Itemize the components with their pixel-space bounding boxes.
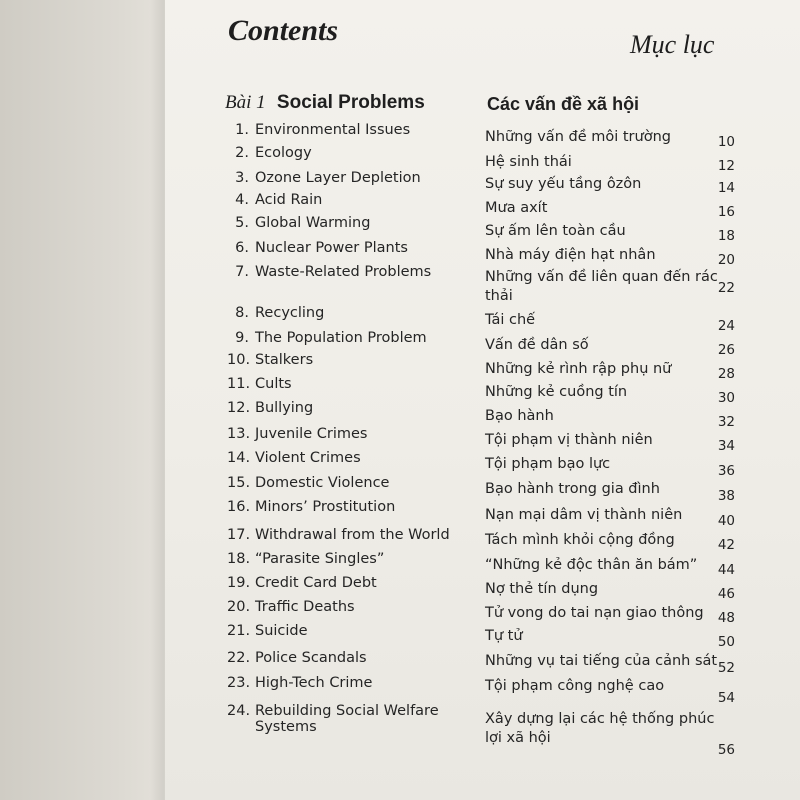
contents-title: Contents (228, 14, 339, 47)
toc-entry-vi: Tử vong do tai nạn giao thông (485, 605, 704, 621)
toc-entry-vi: Những kẻ cuồng tín (485, 384, 628, 400)
entry-number: 14. (227, 450, 251, 466)
toc-entry-en (227, 330, 427, 346)
entry-title-en: Credit Card Debt (255, 575, 377, 591)
entry-number: 21. (227, 623, 251, 639)
entry-title-en: Cults (255, 376, 292, 392)
entry-page-number: 40 (717, 513, 735, 529)
entry-page-number: 24 (717, 318, 735, 334)
lesson-heading-en (225, 92, 425, 114)
entry-title-en: Minors’ Prostitution (255, 499, 396, 515)
entry-page-number: 54 (717, 690, 735, 706)
toc-entry-vi: Vấn đề dân số (485, 337, 589, 353)
entry-title-en: Withdrawal from the World (255, 527, 450, 543)
entry-number: 3. (235, 170, 249, 186)
entry-number: 9. (235, 330, 249, 346)
entry-page-number: 16 (717, 204, 735, 220)
toc-entry-en (227, 650, 367, 666)
toc-entry-vi: Bạo hành trong gia đình (485, 481, 660, 497)
entry-number: 13. (227, 426, 251, 442)
toc-entry-en (227, 623, 308, 639)
lesson-title-vi: Các vấn đề xã hội (487, 94, 640, 114)
entry-page-number: 44 (717, 562, 735, 578)
entry-title-en: The Population Problem (255, 330, 427, 346)
entry-number: 22. (227, 650, 251, 666)
toc-entry-vi: Những kẻ rình rập phụ nữ (485, 361, 672, 377)
entry-page-number: 46 (717, 586, 735, 602)
contents-page (165, 0, 800, 800)
entry-page-number: 48 (717, 610, 735, 626)
toc-entry-vi: Tự tử (485, 628, 523, 644)
toc-entry-vi: Tội phạm vị thành niên (485, 432, 653, 448)
entry-page-number: 18 (717, 228, 735, 244)
toc-entry-vi: Bạo hành (485, 408, 554, 424)
toc-entry-en (227, 352, 313, 368)
entry-title-en: Domestic Violence (255, 475, 390, 491)
entry-page-number: 50 (717, 634, 735, 650)
entry-page-number: 42 (717, 537, 735, 553)
toc-entry-en (227, 170, 421, 186)
entry-number: 20. (227, 599, 251, 615)
toc-entry-vi: Tội phạm bạo lực (485, 456, 611, 472)
toc-entry-vi: Tái chế (485, 312, 536, 328)
entry-number: 24. (227, 703, 251, 719)
toc-entry-en (227, 305, 324, 321)
muc-luc-title: Mục lục (630, 30, 715, 59)
entry-page-number: 38 (717, 488, 735, 504)
entry-title-en: Nuclear Power Plants (255, 240, 408, 256)
entry-title-en: Global Warming (255, 215, 371, 231)
toc-entry-en (227, 675, 372, 691)
entry-title-en: Environmental Issues (255, 122, 411, 138)
entry-page-number: 30 (717, 390, 735, 406)
entry-title-en: Ecology (255, 145, 312, 161)
toc-entry-vi: Những vấn đề môi trường (485, 129, 671, 145)
entry-number: 11. (227, 376, 251, 392)
entry-number: 4. (235, 192, 249, 208)
toc-entry-vi: Sự ấm lên toàn cầu (485, 223, 626, 239)
entry-page-number: 52 (717, 660, 735, 676)
entry-title-en: Recycling (255, 305, 325, 321)
facing-page (0, 0, 165, 800)
entry-title-en: Suicide (255, 623, 308, 639)
entry-title-en: Ozone Layer Depletion (255, 170, 421, 186)
entry-number: 19. (227, 575, 251, 591)
entry-page-number: 28 (717, 366, 735, 382)
entry-title-en: Acid Rain (255, 192, 323, 208)
entry-title-en: Rebuilding Social Welfare (255, 703, 439, 719)
toc-entry-en (227, 240, 408, 256)
entry-page-number: 20 (717, 252, 735, 268)
entry-number: 12. (227, 400, 251, 416)
entry-page-number: 32 (717, 414, 735, 430)
entry-title-en: Police Scandals (255, 650, 367, 666)
toc-entry-vi: Sự suy yếu tầng ôzôn (485, 176, 642, 192)
entry-title-en: Juvenile Crimes (255, 426, 368, 442)
entry-number: 18. (227, 551, 251, 567)
toc-entry-vi: Nạn mại dâm vị thành niên (485, 507, 683, 523)
toc-entry-vi: Hệ sinh thái (485, 154, 572, 170)
toc-entry-en (227, 426, 367, 442)
toc-entry-vi: “Những kẻ độc thân ăn bám” (485, 557, 698, 573)
entry-number: 10. (227, 352, 251, 368)
toc-entry-vi: Những vấn đề liên quan đến rác thải (485, 269, 718, 304)
toc-entry-en (227, 703, 439, 735)
entry-title-en: Bullying (255, 400, 314, 416)
toc-entry-vi: Tội phạm công nghệ cao (485, 678, 665, 694)
entry-number: 8. (235, 305, 249, 321)
toc-entry-en (227, 264, 431, 280)
toc-entry-en (227, 499, 395, 515)
entry-number: 7. (235, 264, 249, 280)
toc-entry-vi: Tách mình khỏi cộng đồng (485, 532, 675, 548)
entry-number: 15. (227, 475, 251, 491)
entry-title-en: Stalkers (255, 352, 314, 368)
entry-title-en: Traffic Deaths (255, 599, 355, 615)
toc-entry-en (227, 192, 322, 208)
entry-number: 1. (235, 122, 249, 138)
facing-page-bleed (8, 20, 16, 50)
entry-title-en: Waste-Related Problems (255, 264, 432, 280)
entry-page-number: 36 (717, 463, 735, 479)
entry-page-number: 34 (717, 438, 735, 454)
toc-entry-vi: Nợ thẻ tín dụng (485, 581, 599, 597)
toc-entry-en (227, 215, 370, 231)
entry-page-number: 56 (717, 742, 735, 758)
entry-number: 17. (227, 527, 251, 543)
entry-page-number: 22 (717, 280, 735, 296)
toc-entry-en (227, 450, 361, 466)
entry-number: 16. (227, 499, 251, 515)
entry-number: 2. (235, 145, 249, 161)
toc-entry-en (227, 145, 312, 161)
toc-entry-vi: Những vụ tai tiếng của cảnh sát (485, 653, 718, 669)
toc-entry-vi: Nhà máy điện hạt nhân (485, 247, 656, 263)
lesson-number: Bài 1 (225, 92, 266, 113)
entry-page-number: 26 (717, 342, 735, 358)
toc-entry-en (227, 475, 389, 491)
toc-entry-en (227, 122, 410, 138)
entry-title-en: Violent Crimes (255, 450, 361, 466)
entry-title-en: High-Tech Crime (255, 675, 373, 691)
toc-entry-en (227, 527, 450, 543)
entry-title-en-continued: Systems (255, 719, 317, 735)
toc-entry-en (227, 551, 384, 567)
toc-entry-en (227, 376, 292, 392)
toc-entry-vi: Mưa axít (485, 200, 548, 216)
entry-page-number: 12 (717, 158, 735, 174)
lesson-title-en: Social Problems (276, 92, 425, 113)
toc-entry-en (227, 575, 377, 591)
entry-page-number: 10 (717, 134, 735, 150)
entry-title-en: “Parasite Singles” (255, 551, 385, 567)
entry-number: 23. (227, 675, 251, 691)
toc-entry-vi: Xây dựng lại các hệ thống phúc lợi xã hội (485, 711, 715, 746)
toc-entry-en (227, 400, 313, 416)
entry-number: 5. (235, 215, 249, 231)
entry-page-number: 14 (717, 180, 735, 196)
entry-number: 6. (235, 240, 249, 256)
toc-entry-en (227, 599, 355, 615)
